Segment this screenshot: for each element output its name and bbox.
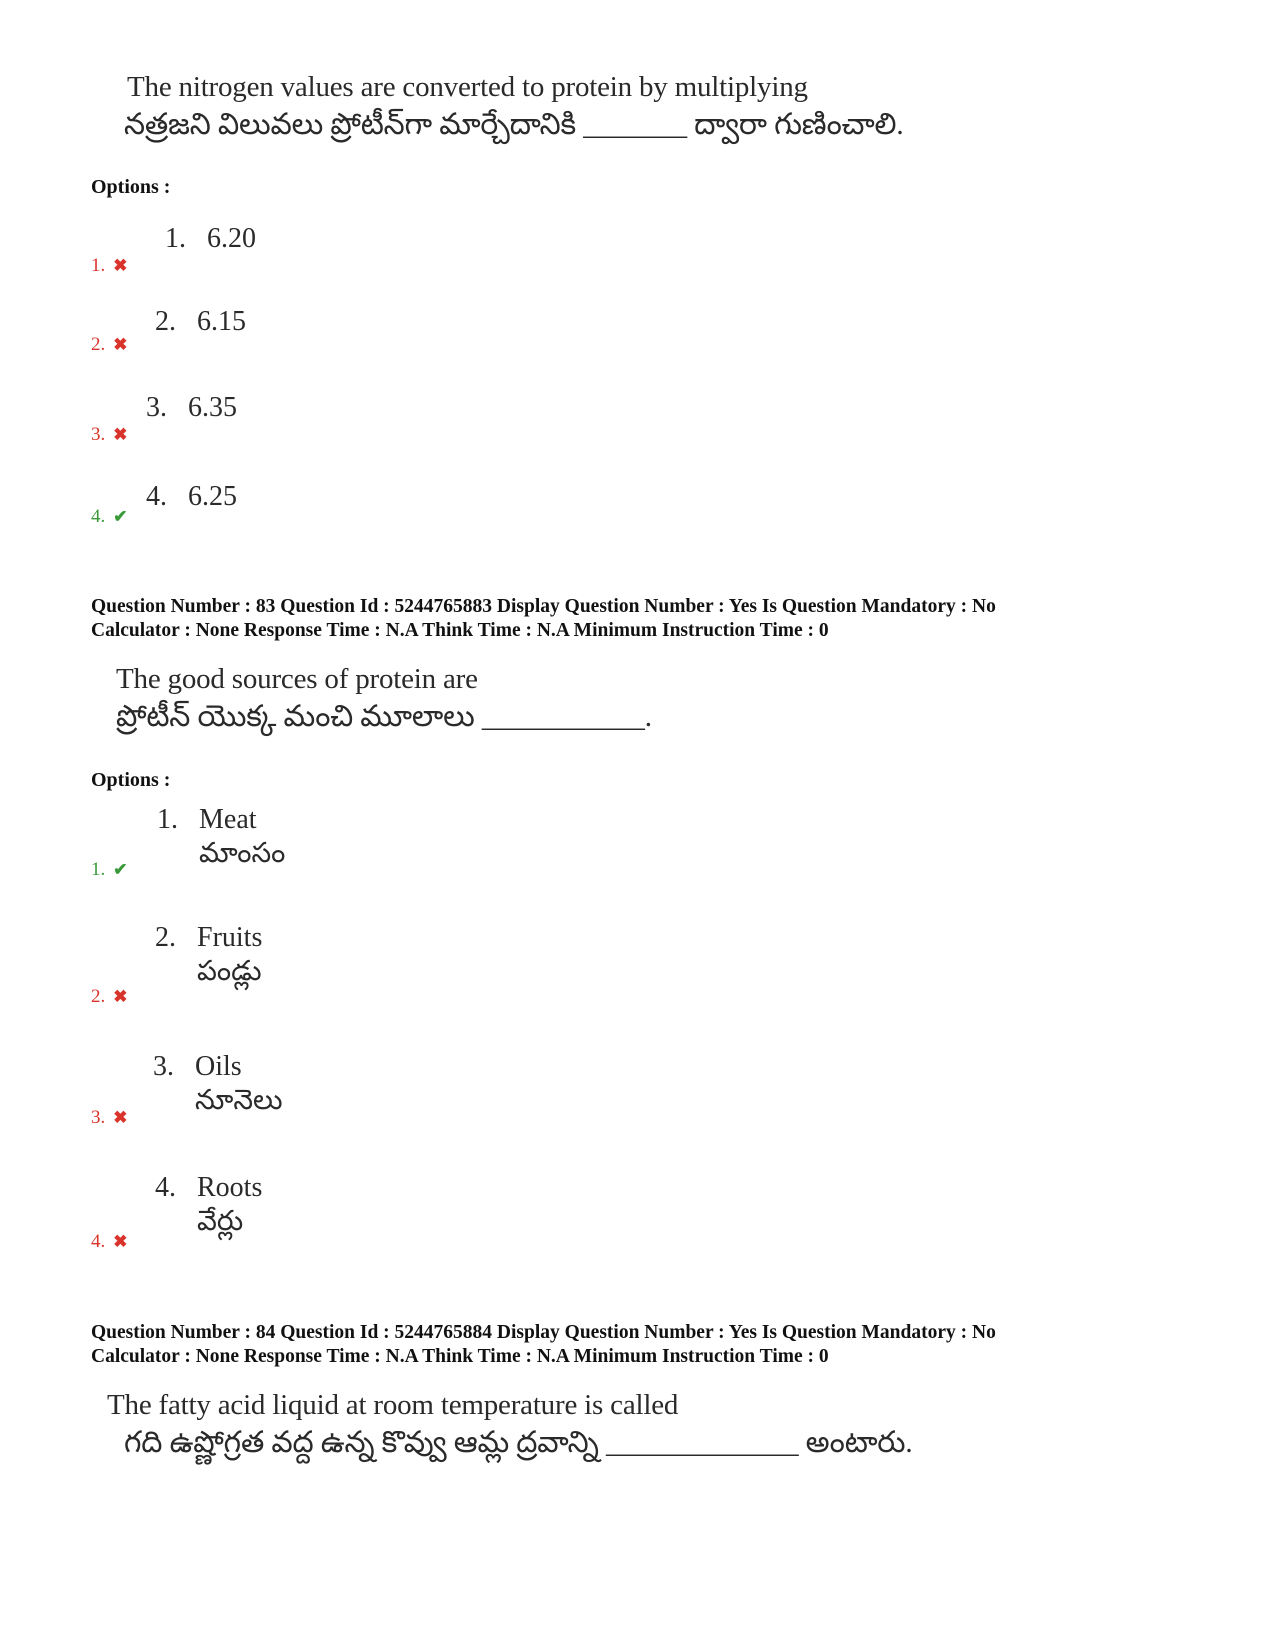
option-label: Fruits [197,922,263,953]
option-2 [155,305,246,339]
question-text-te: నత్రజని విలువలు ప్రోటీన్‌గా మార్చేదానికి _______ ద్వారా గుణించాలి. [124,108,904,141]
options-label: Options : [91,769,171,791]
cross-icon: ✖ [113,1108,128,1127]
option-label: 6.25 [188,481,237,512]
option-mark [91,507,128,527]
question-text-en: The nitrogen values are converted to protein by multiplying [127,71,808,103]
question-meta-line-1: Question Number : 84 Question Id : 5244765884 Display Question Number : Yes Is Question Mandatory : No [91,1322,996,1343]
option-3 [146,391,237,425]
option-mark-number: 2. [91,986,106,1007]
cross-icon: ✖ [113,987,128,1006]
option-mark-number: 4. [91,506,106,527]
option-label: Roots [197,1172,263,1203]
question-meta-line-2: Calculator : None Response Time : N.A Think Time : N.A Minimum Instruction Time : 0 [91,1346,829,1367]
question-text-te: గది ఉష్ణోగ్రత వద్ద ఉన్న కొవ్వు ఆమ్ల ద్రవాన్ని _____________ అంటారు. [124,1426,913,1459]
option-mark-number: 1. [91,255,106,276]
option-mark-number: 1. [91,859,106,880]
option-1 [165,222,256,256]
option-number: 3. [153,1051,174,1082]
option-label: 6.20 [207,223,256,254]
cross-icon: ✖ [113,256,128,275]
option-label-te: మాంసం [199,838,286,869]
option-3 [153,1050,283,1118]
option-label: Oils [195,1051,242,1082]
option-mark [91,860,128,880]
option-4 [155,1171,262,1239]
option-mark [91,335,128,355]
option-label: 6.15 [197,306,246,337]
option-number: 1. [165,223,186,254]
cross-icon: ✖ [113,425,128,444]
question-meta-line-2: Calculator : None Response Time : N.A Think Time : N.A Minimum Instruction Time : 0 [91,620,829,641]
option-4 [146,480,237,514]
options-label: Options : [91,176,171,198]
option-label: Meat [199,804,257,835]
option-2 [155,921,262,989]
option-mark-number: 4. [91,1231,106,1252]
option-number: 4. [146,481,167,512]
option-label-te: వేర్లు [197,1206,244,1237]
option-mark [91,1232,128,1252]
check-icon: ✔ [113,507,128,526]
option-mark [91,1108,128,1128]
option-1 [157,803,285,871]
option-number: 4. [155,1172,176,1203]
question-text-en: The fatty acid liquid at room temperature is called [107,1389,679,1421]
option-number: 3. [146,392,167,423]
cross-icon: ✖ [113,335,128,354]
option-mark [91,987,128,1007]
option-mark [91,256,128,276]
option-number: 1. [157,804,178,835]
option-label: 6.35 [188,392,237,423]
option-label-te: నూనెలు [195,1085,283,1116]
option-mark [91,425,128,445]
option-label-te: పండ్లు [197,956,262,987]
option-number: 2. [155,306,176,337]
question-meta-line-1: Question Number : 83 Question Id : 5244765883 Display Question Number : Yes Is Question Mandatory : No [91,596,996,617]
option-mark-number: 2. [91,334,106,355]
option-mark-number: 3. [91,424,106,445]
question-text-en: The good sources of protein are [116,663,478,695]
question-text-te: ప్రోటీన్ యొక్క మంచి మూలాలు ___________. [116,700,652,733]
option-number: 2. [155,922,176,953]
check-icon: ✔ [113,860,128,879]
cross-icon: ✖ [113,1232,128,1251]
option-mark-number: 3. [91,1107,106,1128]
